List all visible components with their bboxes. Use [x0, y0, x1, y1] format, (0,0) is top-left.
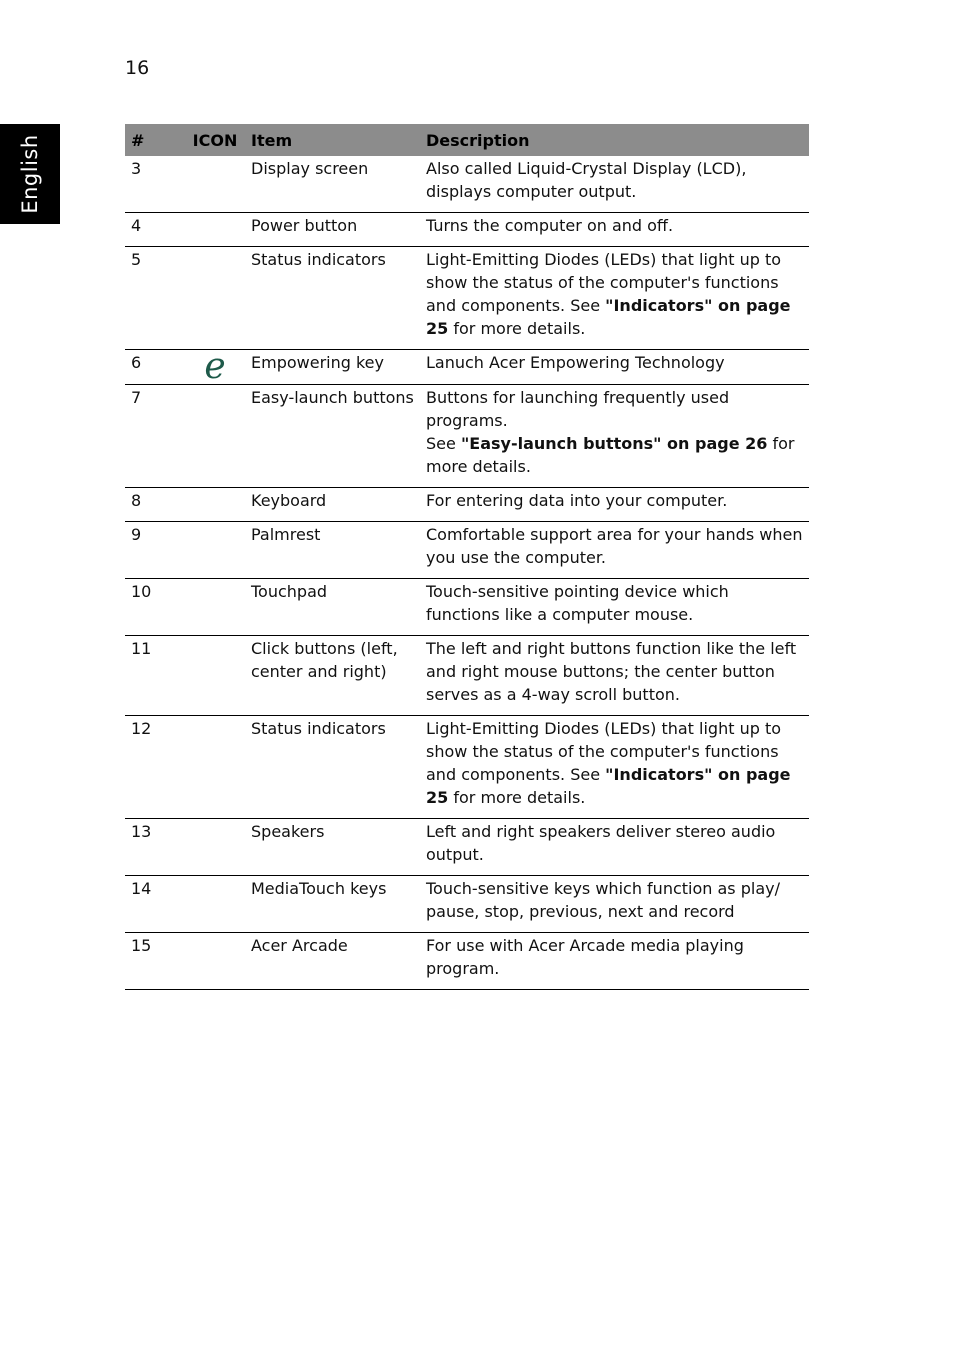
row-num: 8: [125, 488, 185, 522]
row-icon: [185, 213, 245, 247]
table-row: [125, 876, 809, 933]
row-description: [420, 579, 809, 636]
row-item: Power button: [245, 213, 420, 247]
header-item: Item: [245, 124, 420, 156]
row-num: 11: [125, 636, 185, 716]
row-description: [420, 933, 809, 990]
row-item: Display screen: [245, 156, 420, 213]
row-num: 6: [125, 350, 185, 385]
description-text: Touch-sensitive pointing device which functions like a computer mouse.: [426, 582, 729, 624]
row-num: 10: [125, 579, 185, 636]
table-row: [125, 933, 809, 990]
description-text: for more details.: [448, 319, 586, 338]
page-reference-link[interactable]: "Indicators" on page 25: [426, 765, 791, 807]
row-icon: [185, 522, 245, 579]
row-icon: [185, 636, 245, 716]
row-item: Easy-launch buttons: [245, 385, 420, 488]
acer-empowering-e-icon: e: [204, 346, 226, 387]
row-icon: [185, 247, 245, 350]
row-icon: [185, 876, 245, 933]
row-description: [420, 636, 809, 716]
header-icon: ICON: [185, 124, 245, 156]
table-header-row: [125, 124, 809, 156]
description-text: Buttons for launching frequently used programs.: [426, 388, 730, 430]
language-tab: [0, 124, 60, 224]
row-item: Empowering key: [245, 350, 420, 385]
language-tab-label: English: [18, 134, 42, 214]
header-description: Description: [420, 124, 809, 156]
description-text: Comfortable support area for your hands when you use the computer.: [426, 525, 803, 567]
description-text: The left and right buttons function like the left and right mouse buttons; the center button serves as a 4-way scroll button.: [426, 639, 797, 704]
table-row: [125, 156, 809, 213]
description-text: for more details.: [448, 788, 586, 807]
description-text: Light-Emitting Diodes (LEDs) that light up to show the status of the computer's functions and components. See: [426, 250, 782, 315]
description-text: Lanuch Acer Empowering Technology: [426, 353, 725, 372]
row-item: Status indicators: [245, 247, 420, 350]
row-description: [420, 213, 809, 247]
row-num: 15: [125, 933, 185, 990]
description-text: For use with Acer Arcade media playing program.: [426, 936, 744, 978]
row-num: 3: [125, 156, 185, 213]
row-icon: [185, 716, 245, 819]
row-icon: [185, 933, 245, 990]
row-icon: [185, 385, 245, 488]
row-description: [420, 488, 809, 522]
row-num: 14: [125, 876, 185, 933]
row-item: Acer Arcade: [245, 933, 420, 990]
row-num: 13: [125, 819, 185, 876]
row-item: Speakers: [245, 819, 420, 876]
row-description: [420, 522, 809, 579]
row-item: Touchpad: [245, 579, 420, 636]
description-text: For entering data into your computer.: [426, 491, 728, 510]
row-icon: [185, 156, 245, 213]
row-description: [420, 156, 809, 213]
description-text: Turns the computer on and off.: [426, 216, 674, 235]
row-item: MediaTouch keys: [245, 876, 420, 933]
row-icon: [185, 488, 245, 522]
row-description: [420, 876, 809, 933]
description-text: Also called Liquid-Crystal Display (LCD), displays computer output.: [426, 159, 747, 201]
table-row: [125, 213, 809, 247]
header-num: #: [125, 124, 185, 156]
row-description: [420, 716, 809, 819]
table-row: [125, 247, 809, 350]
table-row: [125, 716, 809, 819]
table-row: [125, 350, 809, 385]
components-table: [125, 124, 809, 990]
description-text: Light-Emitting Diodes (LEDs) that light up to show the status of the computer's functions and components. See: [426, 719, 782, 784]
row-icon: [185, 579, 245, 636]
row-item: Keyboard: [245, 488, 420, 522]
description-text: Touch-sensitive keys which function as play/ pause, stop, previous, next and record: [426, 879, 780, 921]
row-icon: [185, 819, 245, 876]
row-description: [420, 247, 809, 350]
row-description: [420, 385, 809, 488]
row-item: Palmrest: [245, 522, 420, 579]
page-number: 16: [125, 57, 150, 79]
description-text: for more details.: [426, 434, 795, 476]
row-num: 5: [125, 247, 185, 350]
description-text: See: [426, 434, 461, 453]
row-num: 12: [125, 716, 185, 819]
page-reference-link[interactable]: "Easy-launch buttons" on page 26: [460, 434, 768, 453]
row-description: [420, 350, 809, 385]
table-row: [125, 636, 809, 716]
row-num: 4: [125, 213, 185, 247]
table-row: [125, 385, 809, 488]
table-row: [125, 488, 809, 522]
row-num: 9: [125, 522, 185, 579]
row-num: 7: [125, 385, 185, 488]
table-row: [125, 819, 809, 876]
row-icon: [185, 346, 245, 387]
table-row: [125, 522, 809, 579]
description-text: Left and right speakers deliver stereo audio output.: [426, 822, 776, 864]
table-row: [125, 579, 809, 636]
row-item: Click buttons (left, center and right): [245, 636, 420, 716]
row-item: Status indicators: [245, 716, 420, 819]
page-reference-link[interactable]: "Indicators" on page 25: [426, 296, 791, 338]
row-description: [420, 819, 809, 876]
